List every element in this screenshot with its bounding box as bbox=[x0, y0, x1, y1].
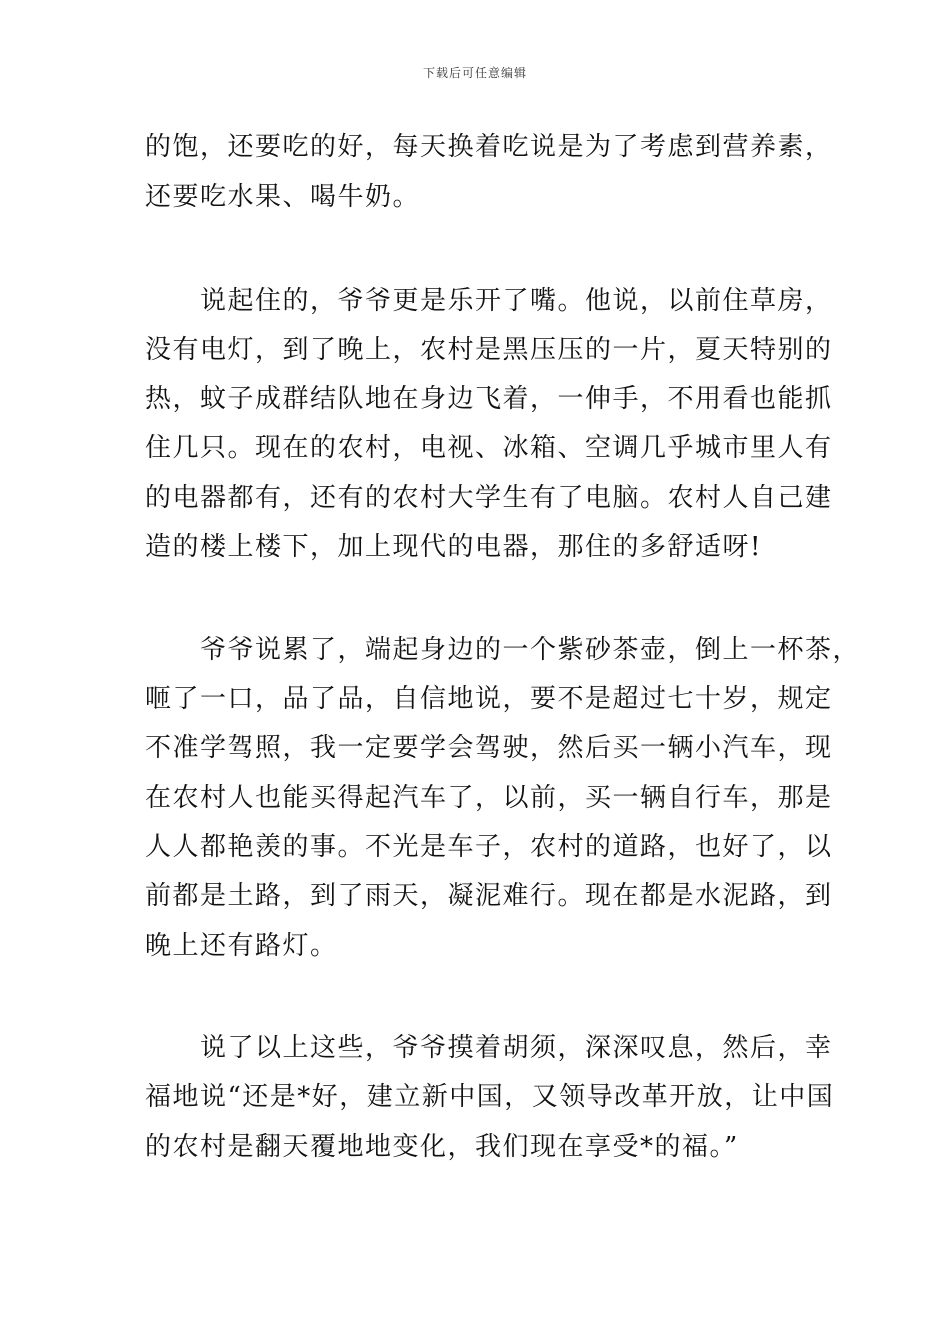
paragraph-2-line-3: 热，蚊子成群结队地在身边飞着，一伸手，不用看也能抓 bbox=[145, 384, 833, 414]
paragraph-2-line-2: 没有电灯，到了晚上，农村是黑压压的一片，夏天特别的 bbox=[145, 335, 833, 365]
paragraph-3-line-4: 在农村人也能买得起汽车了，以前，买一辆自行车，那是 bbox=[145, 783, 833, 813]
paragraph-2-line-4: 住几只。现在的农村，电视、冰箱、空调几乎城市里人有 bbox=[145, 433, 833, 463]
paragraph-3-line-3: 不准学驾照，我一定要学会驾驶，然后买一辆小汽车，现 bbox=[145, 733, 833, 763]
header-note: 下载后可任意编辑 bbox=[422, 66, 527, 80]
paragraph-3-line-7: 晚上还有路灯。 bbox=[145, 931, 338, 961]
paragraph-4-line-2: 福地说“还是*好，建立新中国，又领导改革开放，让中国 bbox=[145, 1082, 835, 1112]
paragraph-3-line-2: 咂了一口，品了品，自信地说，要不是超过七十岁，规定 bbox=[145, 684, 833, 714]
paragraph-2-line-6: 造的楼上楼下，加上现代的电器，那住的多舒适呀! bbox=[145, 532, 762, 562]
paragraph-4-line-3: 的农村是翻天覆地地变化，我们现在享受*的福。” bbox=[145, 1132, 739, 1162]
paragraph-3-line-1: 爷爷说累了，端起身边的一个紫砂茶壶，倒上一杯茶， bbox=[200, 635, 861, 665]
paragraph-3-line-5: 人人都艳羡的事。不光是车子，农村的道路，也好了，以 bbox=[145, 832, 833, 862]
paragraph-2-line-5: 的电器都有，还有的农村大学生有了电脑。农村人自己建 bbox=[145, 483, 833, 513]
paragraph-4-line-1: 说了以上这些，爷爷摸着胡须，深深叹息，然后，幸 bbox=[200, 1033, 833, 1063]
paragraph-1-line-1: 的饱，还要吃的好，每天换着吃说是为了考虑到营养素， bbox=[145, 132, 833, 162]
paragraph-3-line-6: 前都是土路，到了雨天，凝泥难行。现在都是水泥路，到 bbox=[145, 881, 833, 911]
paragraph-1-line-2: 还要吃水果、喝牛奶。 bbox=[145, 182, 421, 212]
paragraph-2-line-1: 说起住的，爷爷更是乐开了嘴。他说，以前住草房， bbox=[200, 286, 833, 316]
